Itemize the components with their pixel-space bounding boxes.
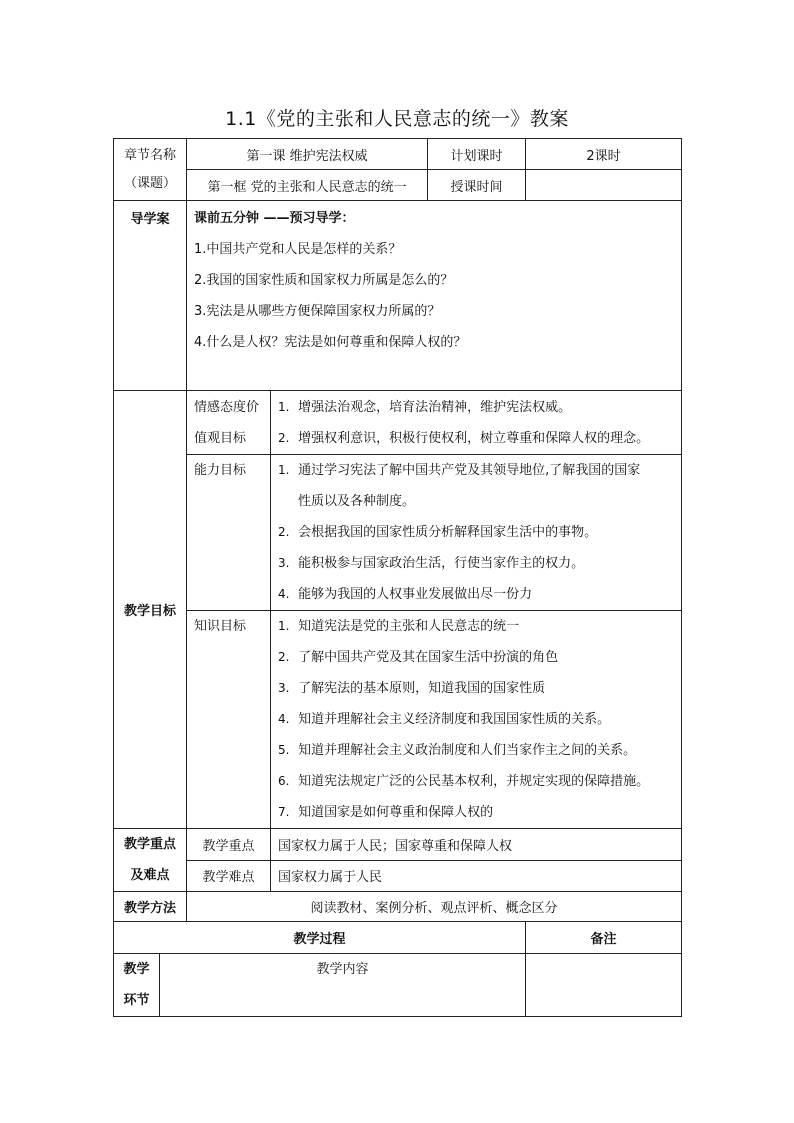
guide-question: 3.宪法是从哪些方便保障国家权力所属的？ bbox=[194, 304, 441, 319]
plan-hours-value: 2课时 bbox=[526, 139, 682, 170]
goal-item: 5. 知道并理解社会主义政治制度和人们当家作主之间的关系。 bbox=[278, 743, 637, 758]
method-row bbox=[114, 892, 682, 922]
goal-item: 2. 增强权利意识，积极行使权利，树立尊重和保障人权的理念。 bbox=[278, 430, 650, 446]
method-label: 教学方法 bbox=[114, 892, 187, 922]
goals-label: 教学目标 bbox=[114, 391, 187, 829]
goal-item: 1. 知道宪法是党的主张和人民意志的统一 bbox=[278, 619, 520, 634]
process-label: 教学过程 bbox=[114, 922, 526, 954]
focus-hard-row bbox=[114, 860, 682, 892]
guide-question: 1.中国共产党和人民是怎样的关系？ bbox=[194, 242, 402, 257]
goal-item: 3. 了解宪法的基本原则，知道我国的国家性质 bbox=[278, 681, 546, 696]
key-point-value: 国家权力属于人民；国家尊重和保障人权 bbox=[271, 829, 682, 861]
lesson-title: 第一课 维护宪法权威 bbox=[187, 139, 428, 170]
focus-key-row bbox=[114, 829, 682, 861]
notes-label: 备注 bbox=[526, 922, 682, 954]
goals-ability-row bbox=[114, 455, 682, 611]
section-label: 教学 bbox=[123, 962, 150, 977]
process-body-row bbox=[114, 954, 682, 1017]
difficulty-label: 教学难点 bbox=[187, 860, 271, 892]
difficulty-value: 国家权力属于人民 bbox=[271, 860, 682, 892]
frame-title: 第一框 党的主张和人民意志的统一 bbox=[187, 170, 428, 201]
teach-time-label: 授课时间 bbox=[428, 170, 526, 201]
goal-item: 2. 了解中国共产党及其在国家生活中扮演的角色 bbox=[278, 650, 559, 665]
emotion-goal-label: 情感态度价 bbox=[194, 399, 260, 415]
guide-label: 导学案 bbox=[114, 201, 187, 391]
header-row-1 bbox=[114, 139, 682, 170]
process-header-row bbox=[114, 922, 682, 954]
emotion-goal-label-cell bbox=[187, 391, 271, 455]
emotion-goal-items bbox=[271, 391, 682, 455]
section-label-cell bbox=[114, 954, 160, 1017]
focus-label: 教学重点 bbox=[124, 837, 177, 852]
goal-item: 4. 能够为我国的人权事业发展做出尽一份力 bbox=[278, 587, 533, 602]
goal-item: 4. 知道并理解社会主义经济制度和我国国家性质的关系。 bbox=[278, 712, 611, 727]
guide-heading: 课前五分钟 ——预习导学： bbox=[194, 211, 355, 226]
chapter-name-cell bbox=[114, 139, 187, 201]
goal-item: 1. 通过学习宪法了解中国共产党及其领导地位,了解我国的国家 bbox=[278, 463, 641, 478]
knowledge-goal-label: 知识目标 bbox=[194, 619, 247, 634]
chapter-name-label: 章节名称 bbox=[124, 147, 177, 163]
goal-item: 3. 能积极参与国家政治生活，行使当家作主的权力。 bbox=[278, 556, 585, 571]
emotion-goal-label: 值观目标 bbox=[194, 430, 247, 446]
key-point-label: 教学重点 bbox=[187, 829, 271, 861]
page-title: 1.1《党的主张和人民意志的统一》教案 bbox=[225, 108, 569, 130]
knowledge-goal-label-cell bbox=[187, 611, 271, 829]
goal-item: 1. 增强法治观念，培育法治精神，维护宪法权威。 bbox=[278, 399, 572, 415]
header-row-2 bbox=[114, 170, 682, 201]
focus-label: 及难点 bbox=[130, 868, 170, 883]
goal-item: 6. 知道宪法规定广泛的公民基本权利，并规定实现的保障措施。 bbox=[278, 774, 650, 789]
content-label: 教学内容 bbox=[316, 962, 369, 977]
method-value: 阅读教材、案例分析、观点评析、概念区分 bbox=[187, 892, 682, 922]
section-label: 环节 bbox=[123, 993, 150, 1008]
guide-question: 4.什么是人权？宪法是如何尊重和保障人权的？ bbox=[194, 335, 467, 350]
content-cell bbox=[160, 954, 526, 1017]
lesson-plan-table bbox=[113, 138, 682, 1017]
guide-content bbox=[187, 201, 682, 391]
knowledge-goal-items bbox=[271, 611, 682, 829]
ability-goal-label-cell bbox=[187, 455, 271, 611]
goals-emotion-row bbox=[114, 391, 682, 455]
plan-hours-label: 计划课时 bbox=[428, 139, 526, 170]
notes-cell bbox=[526, 954, 682, 1017]
goals-knowledge-row bbox=[114, 611, 682, 829]
teach-time-value bbox=[526, 170, 682, 201]
focus-label-cell bbox=[114, 829, 187, 892]
guide-question: 2.我国的国家性质和国家权力所属是怎么的？ bbox=[194, 273, 454, 288]
goal-item-continued: 性质以及各种制度。 bbox=[298, 494, 416, 509]
guide-row bbox=[114, 201, 682, 391]
chapter-subject-label: （课题） bbox=[124, 175, 177, 191]
goal-item: 7. 知道国家是如何尊重和保障人权的 bbox=[278, 805, 494, 820]
ability-goal-items bbox=[271, 455, 682, 611]
ability-goal-label: 能力目标 bbox=[194, 463, 247, 478]
goal-item: 2. 会根据我国的国家性质分析解释国家生活中的事物。 bbox=[278, 525, 598, 540]
